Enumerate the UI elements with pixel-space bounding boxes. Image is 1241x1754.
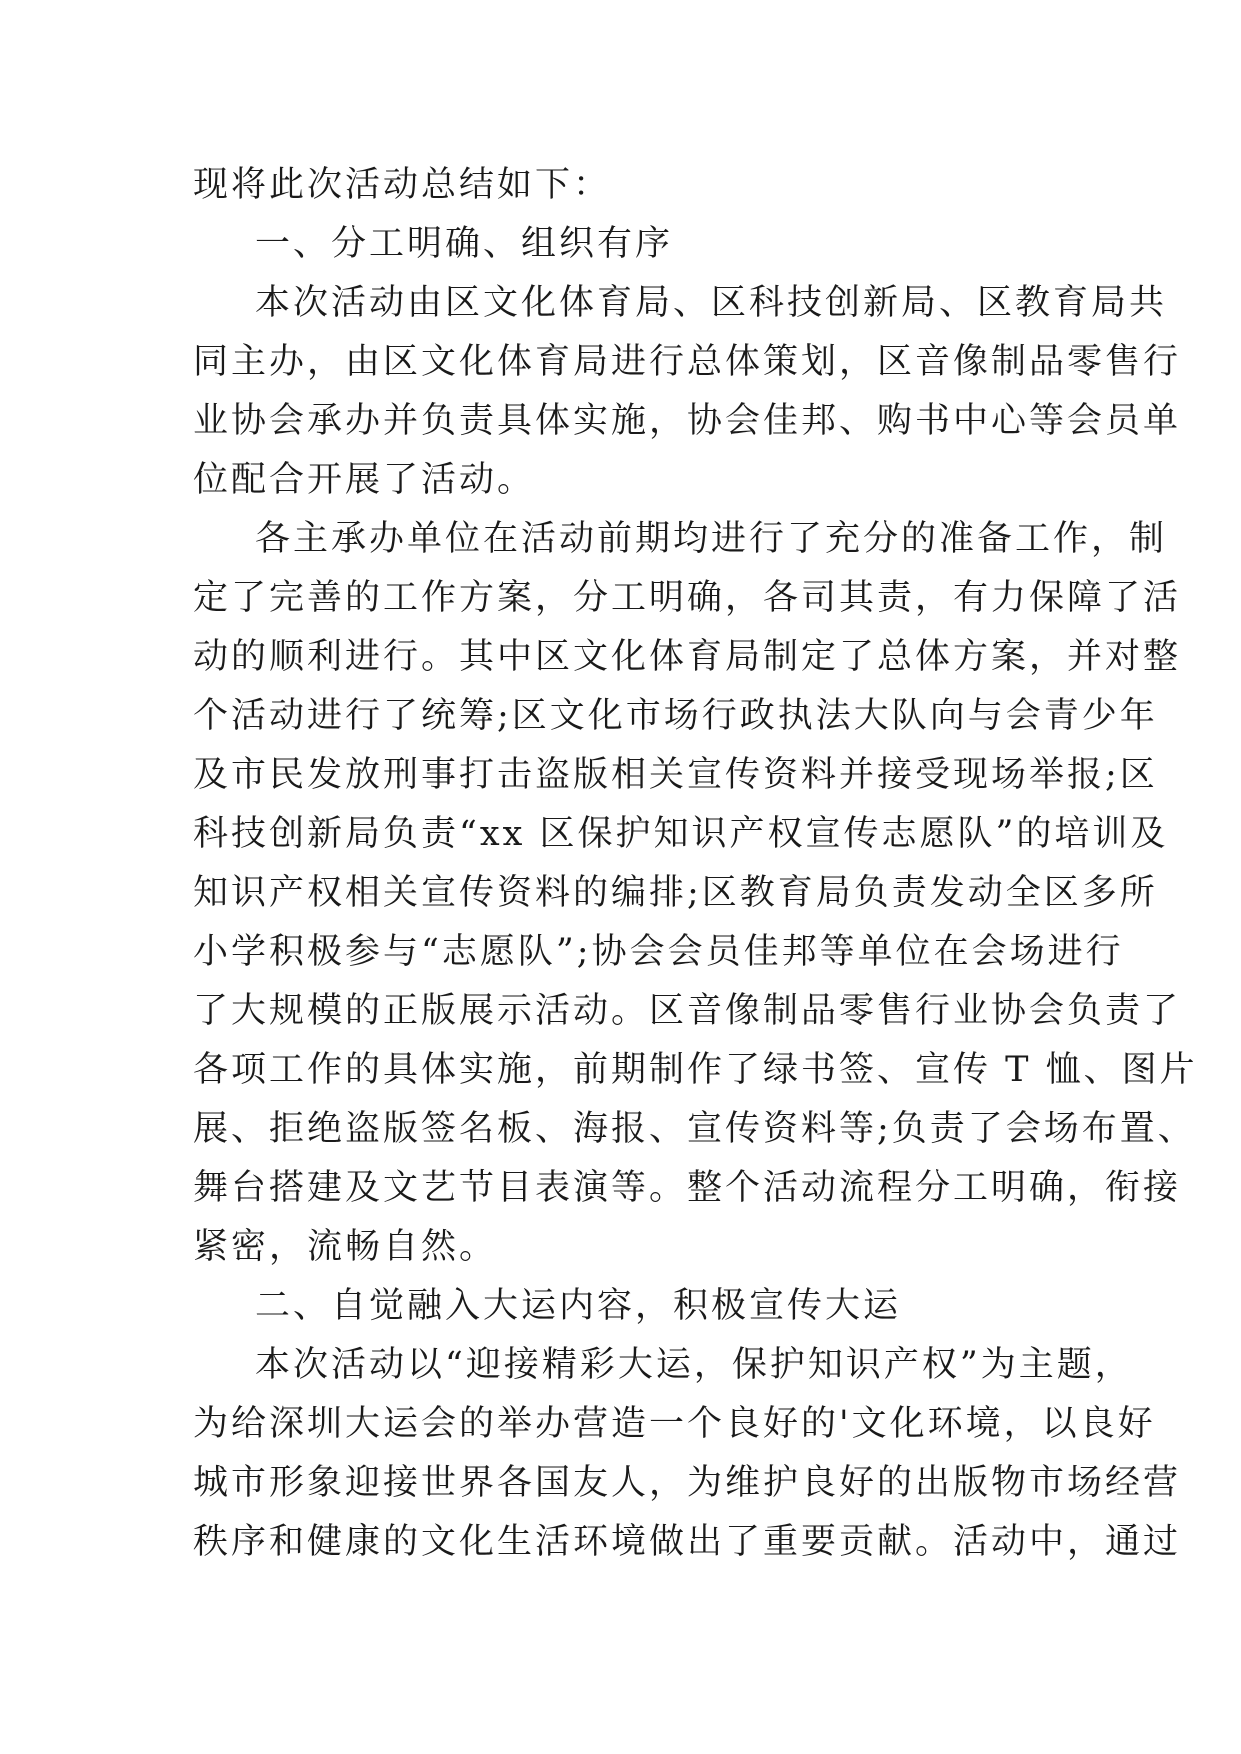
text-line: 各项工作的具体实施，前期制作了绿书签、宣传 T 恤、图片 bbox=[193, 1050, 1198, 1090]
text-line: 小学积极参与“志愿队”;协会会员佳邦等单位在会场进行 bbox=[193, 932, 1124, 972]
text-line: 科技创新局负责“xx 区保护知识产权宣传志愿队”的培训及 bbox=[193, 814, 1169, 854]
text-line: 个活动进行了统筹;区文化市场行政执法大队向与会青少年 bbox=[193, 696, 1158, 736]
text-line: 紧密，流畅自然。 bbox=[193, 1227, 498, 1267]
text-line: 动的顺利进行。其中区文化体育局制定了总体方案，并对整 bbox=[193, 637, 1182, 677]
text-line: 秩序和健康的文化生活环境做出了重要贡献。活动中，通过 bbox=[193, 1522, 1182, 1562]
section-heading: 一、分工明确、组织有序 bbox=[255, 224, 674, 264]
document-body bbox=[193, 156, 1198, 1572]
text-line: 本次活动由区文化体育局、区科技创新局、区教育局共 bbox=[255, 283, 1168, 323]
text-line: 舞台搭建及文艺节目表演等。整个活动流程分工明确，衔接 bbox=[193, 1168, 1182, 1208]
section-heading: 二、自觉融入大运内容，积极宣传大运 bbox=[255, 1286, 902, 1326]
text-line: 位配合开展了活动。 bbox=[193, 460, 536, 500]
text-line: 知识产权相关宣传资料的编排;区教育局负责发动全区多所 bbox=[193, 873, 1158, 913]
text-line: 城市形象迎接世界各国友人，为维护良好的出版物市场经营 bbox=[193, 1463, 1182, 1503]
text-line: 同主办，由区文化体育局进行总体策划，区音像制品零售行 bbox=[193, 342, 1182, 382]
text-line: 及市民发放刑事打击盗版相关宣传资料并接受现场举报;区 bbox=[193, 755, 1158, 795]
text-line: 现将此次活动总结如下： bbox=[193, 165, 612, 205]
text-line: 定了完善的工作方案，分工明确，各司其责，有力保障了活 bbox=[193, 578, 1182, 618]
text-line: 了大规模的正版展示活动。区音像制品零售行业协会负责了 bbox=[193, 991, 1182, 1031]
text-line: 为给深圳大运会的举办营造一个良好的'文化环境，以良好 bbox=[193, 1404, 1156, 1444]
text-line: 业协会承办并负责具体实施，协会佳邦、购书中心等会员单 bbox=[193, 401, 1182, 441]
text-line: 各主承办单位在活动前期均进行了充分的准备工作，制 bbox=[255, 519, 1168, 559]
text-line: 本次活动以“迎接精彩大运，保护知识产权”为主题， bbox=[255, 1345, 1133, 1385]
text-line: 展、拒绝盗版签名板、海报、宣传资料等;负责了会场布置、 bbox=[193, 1109, 1196, 1149]
